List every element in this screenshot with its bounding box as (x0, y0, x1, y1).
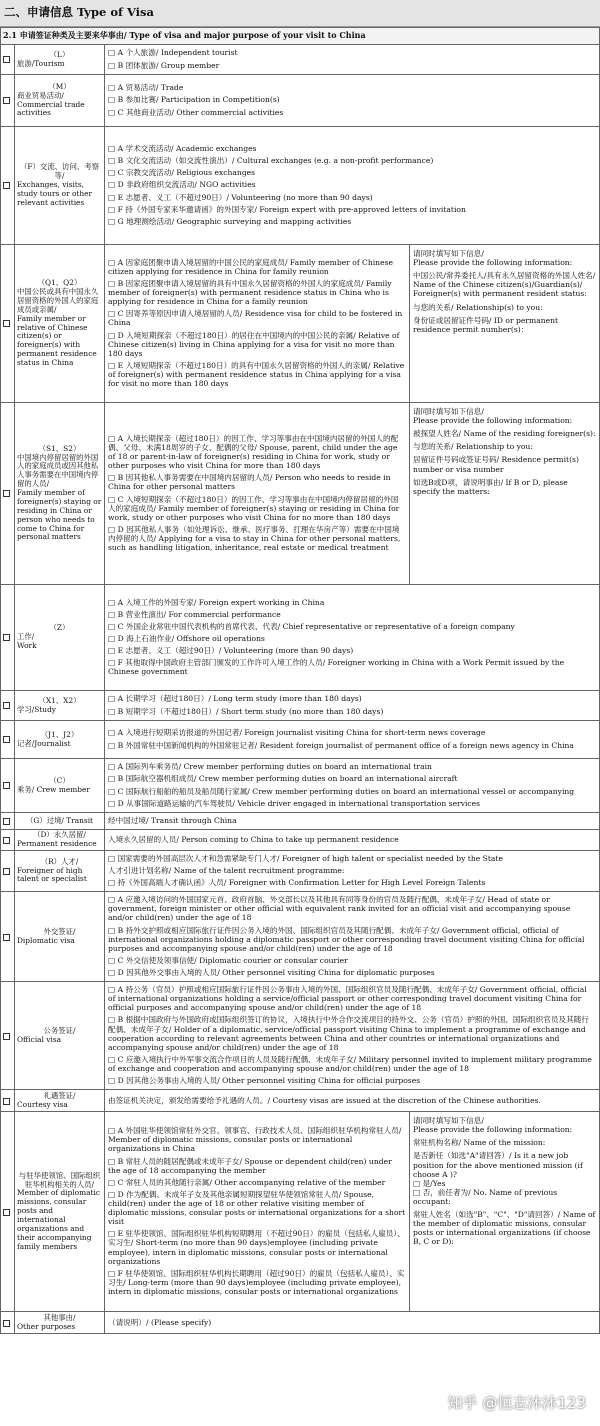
additional-info-panel (409, 1112, 599, 1312)
purpose-option[interactable]: 经中国过境/ Transit through China (108, 816, 237, 825)
category-label (15, 830, 105, 851)
visa-category-row (1, 830, 600, 851)
purpose-option[interactable]: □ B 参加比赛/ Participation in Competition(s) (108, 95, 280, 105)
purpose-option[interactable]: □ E 入境短期探亲（不超过180日）的具有中国永久居留资格的外国人的亲属/ Relative of foreigner(s) with permanent residence status in China applying for a visa for visit no more than 180 days (108, 360, 405, 389)
category-label-line: Foreigner of high talent or specialist (17, 865, 87, 884)
category-checkbox[interactable] (1, 813, 15, 830)
category-label-line: 工作/ (17, 632, 35, 642)
purpose-option[interactable]: □ A 学术交流活动/ Academic exchanges (108, 144, 257, 154)
purpose-option[interactable]: □ B 文化交流活动（如交流性演出）/ Cultural exchanges (e.g. a non-profit performance) (108, 156, 434, 166)
category-label (15, 585, 105, 691)
visa-category-row (1, 75, 600, 127)
category-label (15, 1090, 105, 1112)
category-label (15, 45, 105, 75)
category-label-line: （S1、S2） (38, 443, 81, 453)
category-label-line: Family member or relative of Chinese citizen(s) or foreigner(s) with permanent residence status in China (17, 313, 97, 367)
category-label-line: 礼遇签证/ (43, 1090, 76, 1100)
visa-category-row (1, 813, 600, 830)
category-label-line: （G）过境/ Transit (25, 815, 94, 825)
purpose-option[interactable]: □ D 海上石油作业/ Offshore oil operations (108, 633, 265, 643)
purpose-option[interactable]: □ B 短期学习（不超过180日）/ Short term study (no more than 180 days) (108, 706, 384, 716)
purpose-option[interactable]: □ B 持外交护照或相应国际旅行证件因公务入境的外国、国际组织官员及其随行配偶、未成年子女/ Government official, official of international organizations holding a diplomatic passport or other corresponding travel document visiting China for official purposes and accompanying spouse and/or child(ren) under the age of 18 (108, 925, 585, 953)
visa-category-row (1, 759, 600, 813)
category-checkbox[interactable] (1, 585, 15, 691)
category-label-line: （Q1、Q2） (37, 278, 82, 288)
purpose-option[interactable]: □ A 因家庭团聚申请入境居留的中国公民的家庭成员/ Family member of Chinese citizen applying for residence in China for family reunion (108, 257, 393, 276)
visa-category-row (1, 1312, 600, 1334)
purpose-option[interactable]: □ E 驻华使领馆、国际组织驻华机构短期聘用（不超过90日）的雇员（包括私人雇员）、实习生/ Short-term (no more than 90 days)employee (including private employee), intern in diplomatic missions, consular posts or international organizations (108, 1229, 405, 1266)
page-title: 二、申请信息 Type of Visa (0, 0, 600, 27)
purpose-options (105, 850, 600, 891)
visa-category-row (1, 127, 600, 245)
category-label-line: （L） (49, 49, 70, 59)
purpose-option[interactable]: □ A 贸易活动/ Trade (108, 83, 184, 93)
additional-info-field[interactable]: 如选B或D项，请说明事由/ If B or D, please specify the matters: (412, 477, 568, 496)
category-checkbox[interactable] (1, 982, 15, 1090)
category-label (15, 127, 105, 245)
category-label-line: （J1、J2） (40, 729, 79, 739)
category-label-line: Family member of foreigner(s) staying or residing in China or person who needs to come to China for personal matters (17, 488, 102, 542)
additional-info-field[interactable]: 与您的关系/ Relationship(s) to you: (412, 302, 543, 312)
category-label-line: 学习/Study (17, 704, 56, 714)
category-label-line: 中国境内停留居留的外国人的家庭成员或因其他私人事务需要在中国境内停留的人员/ (17, 452, 99, 489)
purpose-options (105, 1090, 600, 1112)
visa-type-table (0, 27, 600, 1334)
category-label (15, 982, 105, 1090)
additional-info-field[interactable]: 居留证件号码或签证号码/ Residence permit(s) number or visa number (412, 455, 579, 474)
category-label-line: 乘务/ Crew member (17, 784, 90, 794)
category-label (15, 759, 105, 813)
category-label-line: 中国公民或具有中国永久居留资格的外国人的家庭成员或亲属/ (17, 287, 99, 314)
purpose-option[interactable]: □ A 入境长期探亲（超过180日）的因工作、学习等事由在中国境内居留的外国人的配偶、父母、未满18周岁的子女、配偶的父母/ Spouse, parent, child under the age of 18 or parent-in-law of foreigner(s) residing in China for work, study or other purposes who visit China for more than 180 days (108, 433, 399, 471)
additional-info-field[interactable]: 中国公民/常养委托人/具有永久居留资格的外国人姓名/ Name of the Chinese citizen(s)/Guardian(s)/ Foreigner(s) with permanent resident status: (412, 271, 596, 299)
additional-info-field[interactable]: 请同时填写如下信息/ Please provide the following information: (412, 249, 573, 268)
purpose-option[interactable]: □ F 其他取得中国政府主管部门颁发的工作许可入境工作的人员/ Foreigner working in China with a Work Permit issued by the Chinese government (108, 658, 565, 677)
visa-category-row (1, 1112, 600, 1312)
category-label-line: 与驻华使领馆、国际组织驻华机构相关的人员/ (18, 1170, 101, 1189)
category-label-line: Official visa (17, 1034, 62, 1044)
category-label-line: Exchanges, visits, study tours or other relevant activities (17, 180, 93, 207)
purpose-option[interactable]: □ C 常驻人员的其他随行亲属/ Other accompanying relative of the member (108, 1177, 386, 1187)
visa-category-row (1, 403, 600, 585)
category-checkbox[interactable] (1, 759, 15, 813)
visa-category-row (1, 245, 600, 403)
category-label-line: （R）人才/ (40, 856, 79, 866)
category-checkbox[interactable] (1, 1090, 15, 1112)
category-checkbox[interactable] (1, 1112, 15, 1312)
visa-category-row (1, 585, 600, 691)
purpose-option[interactable]: □ A 个人旅游/ Independent tourist (108, 48, 238, 58)
purpose-options (105, 830, 600, 851)
purpose-option[interactable]: □ A 外国驻华使领馆常驻外交官、领事官、行政技术人员、国际组织驻华机构常驻人员/ Member of diplomatic missions, consular posts or international organizations in China (108, 1126, 402, 1154)
purpose-option[interactable]: □ D 因其他外交事由入境的人员/ Other personnel visiting China for diplomatic purposes (108, 967, 435, 977)
category-checkbox[interactable] (1, 127, 15, 245)
purpose-option[interactable]: □ C 宗教交流活动/ Religious exchanges (108, 168, 256, 178)
category-checkbox[interactable] (1, 245, 15, 403)
purpose-option[interactable]: □ G 地理测绘活动/ Geographic surveying and mapping activities (108, 216, 352, 226)
category-label-line: （M） (48, 81, 71, 91)
category-label (15, 245, 105, 403)
additional-info-field[interactable]: 请同时填写如下信息/ Please provide the following information: (412, 407, 573, 426)
purpose-options (105, 585, 600, 691)
visa-category-row (1, 45, 600, 75)
visa-category-row (1, 1090, 600, 1112)
purpose-option[interactable]: □ A 国际列车乘务员/ Crew member performing duties on board an international train (108, 762, 432, 772)
purpose-option[interactable]: □ D 非政府组织交流活动/ NGO activities (108, 180, 256, 190)
category-label (15, 813, 105, 830)
category-label (15, 1312, 105, 1334)
purpose-option[interactable]: □ 国家需要的外国高层次人才和急需紧缺专门人才/ Foreigner of high talent or specialist needed by the State (108, 853, 503, 863)
category-label-line: Work (17, 640, 37, 650)
purpose-option[interactable]: □ A 入境进行短期采访报道的外国记者/ Foreign journalist visiting China for short-term news coverage (108, 728, 486, 738)
category-checkbox[interactable] (1, 892, 15, 982)
category-label-line: 外交签证/ (43, 926, 76, 936)
purpose-option[interactable]: □ B 常驻人员的随居配偶或未成年子女/ Spouse or dependent child(ren) under the age of 18 accompanying the member (108, 1156, 392, 1175)
category-label-line: （X1、X2） (38, 695, 81, 705)
purpose-option[interactable]: □ F 驻华使领馆、国际组织驻华机构长期聘用（超过90日）的雇员（包括私人雇员）、实习生/ Long-term (more than 90 days)employee (including private employee), intern in diplomatic missions, consular posts or international organizations (108, 1268, 405, 1296)
purpose-option[interactable]: □ B 营业性演出/ For commercial performance (108, 609, 281, 619)
purpose-option[interactable]: □ B 因家庭团聚申请入境居留的具有中国永久居留资格的外国人的家庭成员/ Family member of foreigner(s) with permanent residence status in China who is applying for residence in China for a family reunion (108, 279, 392, 307)
additional-info-field[interactable]: 请同时填写如下信息/ Please provide the following information: (412, 1116, 573, 1135)
purpose-options (105, 813, 600, 830)
purpose-option[interactable]: □ D 从事国际道路运输的汽车驾驶员/ Vehicle driver engaged in international transportation services (108, 798, 481, 808)
category-label (15, 403, 105, 585)
purpose-option[interactable]: □ C 外国企业常驻中国代表机构的首席代表、代表/ Chief representative or representative of a foreign company (108, 621, 515, 631)
category-label-line: 其他事由/ (43, 1312, 76, 1322)
purpose-option[interactable]: □ B 国际航空器机组成员/ Crew member performing duties on board an international aircraft (108, 774, 458, 784)
purpose-option[interactable]: □ C 应邀入境执行中外军事交流合作项目的人员及随行配偶、未成年子女/ Military personnel invited to implement military programme of exchange and cooperation and accompanying spouse and/or child(ren) under the age of 18 (108, 1054, 592, 1073)
purpose-option[interactable]: □ B 根据中国政府与外国政府或国际组织签订的协议，入境执行中外合作交流项目的持外交、公务（官员）护照的外国、国际组织官员及其随行配偶、未成年子女/ Holder of a diplomatic, service/official passport visiting China to implement a programme of exchange and cooperation according to relevant agreements between China and other countries or international organizations and accompanying spouse and/or child(ren) under the age of 18 (108, 1015, 589, 1052)
purpose-options (105, 691, 600, 721)
purpose-option[interactable]: 入境永久居留的人员/ Person coming to China to take up permanent residence (108, 834, 399, 844)
purpose-option[interactable]: □ A 持公务（官员）护照或相应国际旅行证件因公务事由入境的外国、国际组织官员及随行配偶、未成年子女/ Government official, official of international organizations holding a service/official passport or other corresponding travel document visiting China for official purposes and accompanying spouse and/or child(ren) under the age of 18 (108, 985, 587, 1013)
category-label-line: Permanent residence (17, 838, 97, 848)
category-label-line: Member of diplomatic missions, consular posts and international organizations and their accompanying family members (17, 1188, 100, 1251)
purpose-option[interactable]: 人才引进计划名称/ Name of the talent recruitment programme: (108, 865, 345, 875)
category-label (15, 1112, 105, 1312)
category-label-line: 商业贸易活动/ (17, 90, 64, 100)
additional-info-field[interactable]: 被探望人姓名/ Name of the residing foreigner(s): (412, 429, 596, 439)
purpose-options (105, 721, 600, 759)
category-label-line: 旅游/Tourism (17, 58, 65, 68)
purpose-options (105, 759, 600, 813)
category-label-line: （Z） (49, 623, 70, 633)
category-label (15, 721, 105, 759)
purpose-options (105, 45, 600, 75)
category-checkbox[interactable] (1, 850, 15, 891)
visa-category-row (1, 691, 600, 721)
purpose-options (105, 982, 600, 1090)
additional-info-panel (409, 403, 599, 585)
purpose-options (105, 892, 600, 982)
category-label (15, 75, 105, 127)
purpose-option[interactable]: 由签证机关决定，颁发给需要给予礼遇的人员。/ Courtesy visas are issued at the discretion of the Chinese authorities. (108, 1095, 541, 1105)
category-checkbox[interactable] (1, 691, 15, 721)
additional-info-field[interactable]: 是否新任（如选"A"请回答）/ Is it a new job position for the above mentioned mission (if choose A )? □ 是/Yes □ 否，前任者为/ No. Name of previous occupant: (412, 1151, 583, 1207)
section-heading: 2.1 申请签证种类及主要来华事由/ Type of visa and major purpose of your visit to China (1, 28, 600, 45)
additional-info-panel (409, 245, 599, 403)
purpose-option[interactable]: □ 持《外国高端人才确认函》人员/ Foreigner with Confirmation Letter for High Level Foreign Talents (108, 878, 486, 888)
purpose-option[interactable]: □ B 因其他私人事务需要在中国境内居留的人员/ Person who needs to reside in China for other personal matters (108, 473, 391, 492)
purpose-option[interactable]: □ D 作为配偶、未成年子女及其他亲属短期探望驻华使领馆常驻人员/ Spouse, child(ren) under the age of 18 or other relative visiting member of diplomatic missions, consular posts or international organizations for a short visit (108, 1189, 406, 1227)
category-label-line: 记者/Journalist (17, 738, 71, 748)
watermark: 知乎 @恒志沐沐123 (447, 1394, 586, 1412)
purpose-option[interactable]: □ D 因其他公务事由入境的人员/ Other personnel visiting China for official purposes (108, 1076, 421, 1086)
purpose-option[interactable]: □ F 持《外国专家来华邀请函》的外国专家/ Foreign expert with pre-approved letters of invitation (108, 204, 466, 214)
category-label (15, 892, 105, 982)
category-label (15, 691, 105, 721)
visa-category-row (1, 892, 600, 982)
purpose-option[interactable]: □ E 志愿者、义工（超过90日）/ Volunteering (more than 90 days) (108, 646, 354, 656)
purpose-option[interactable]: □ C 因寄养等原因申请入境居留的人员/ Residence visa for child to be fostered in China (108, 309, 403, 328)
category-checkbox[interactable] (1, 45, 15, 75)
visa-category-row (1, 982, 600, 1090)
purpose-options (105, 1112, 410, 1312)
purpose-option[interactable]: □ D 入境短期探亲（不超过180日）的居住在中国境内的中国公民的亲属/ Relative of Chinese citizen(s) living in China applying for a visa for visit no more than 180 days (108, 330, 400, 358)
additional-info-field[interactable]: 与您的关系/ Relationship to you: (412, 442, 533, 452)
category-label-line: Courtesy visa (17, 1099, 68, 1109)
purpose-options (105, 75, 600, 127)
purpose-option[interactable]: □ B 外国常驻中国新闻机构的外国常驻记者/ Resident foreign journalist of permanent office of a foreign news agency in China (108, 740, 574, 750)
purpose-option[interactable]: （请说明）/ (Please specify) (108, 1317, 212, 1327)
category-label (15, 850, 105, 891)
purpose-option[interactable]: □ D 因其他私人事务（如处理诉讼、继承、医疗事务、打理在华房产等）需要在中国境内停留的人员/ Applying for a visa to stay in China for other personal matters, such as handling litigation, inheritance, real estate or medical treatment (108, 524, 401, 553)
category-checkbox[interactable] (1, 721, 15, 759)
purpose-options (105, 245, 410, 403)
purpose-option[interactable]: □ C 外交信使及领事信使/ Diplomatic courier or consular courier (108, 955, 348, 965)
purpose-option[interactable]: □ C 国际航行船舶的船员及船员随行家属/ Crew member performing duties on board an international vessel or accompanying (108, 786, 575, 796)
purpose-option[interactable]: □ B 团体旅游/ Group member (108, 60, 220, 70)
category-label-line: Other purposes (17, 1321, 76, 1331)
purpose-option[interactable]: □ A 长期学习（超过180日）/ Long term study (more than 180 days) (108, 694, 362, 704)
category-checkbox[interactable] (1, 75, 15, 127)
additional-info-field[interactable]: 身份证或居留证件号码/ ID or permanent residence permit number(s)： (412, 315, 559, 334)
category-label-line: （C） (49, 775, 70, 785)
purpose-options (105, 1312, 600, 1334)
visa-category-row (1, 721, 600, 759)
category-label-line: （D）永久居留/ (33, 830, 86, 840)
category-label-line: Commercial trade activities (17, 99, 85, 118)
additional-info-field[interactable]: 常驻机构名称/ Name of the mission: (412, 1138, 546, 1148)
purpose-option[interactable]: □ A 应邀入境访问的外国国家元首、政府首脑、外交部长以及其他具有同等身份的官员及随行配偶、未成年子女/ Head of state or government, foreign minister or other official with equivalent rank invited for an official visit and accompanying spouse and/or child(ren) under the age of 18 (108, 895, 571, 923)
visa-category-row (1, 850, 600, 891)
category-label-line: （F）交流、访问、考察等/ (19, 162, 100, 181)
purpose-option[interactable]: □ C 其他商业活动/ Other commercial activities (108, 107, 284, 117)
additional-info-field[interactable]: 常驻人姓名（如选"B"、"C"、"D"请回答）/ Name of the member of diplomatic missions, consular posts or international organizations (if choose B, C or D): (412, 1210, 596, 1247)
category-label-line: Diplomatic visa (17, 935, 75, 945)
category-label-line: 公务签证/ (43, 1025, 76, 1035)
category-checkbox[interactable] (1, 830, 15, 851)
purpose-option[interactable]: □ A 入境工作的外国专家/ Foreign expert working in China (108, 597, 325, 607)
purpose-option[interactable]: □ E 志愿者、义工（不超过90日）/ Volunteering (no more than 90 days) (108, 192, 373, 202)
purpose-options (105, 403, 410, 585)
category-checkbox[interactable] (1, 403, 15, 585)
purpose-option[interactable]: □ C 入境短期探亲（不超过180日）的因工作、学习等事由在中国境内停留居留的外国人的家庭成员/ Family member of foreigner(s) staying or residing in China for work, study or other purposes who visit China for no more than 180 days (108, 494, 400, 522)
purpose-options (105, 127, 600, 245)
category-checkbox[interactable] (1, 1312, 15, 1334)
